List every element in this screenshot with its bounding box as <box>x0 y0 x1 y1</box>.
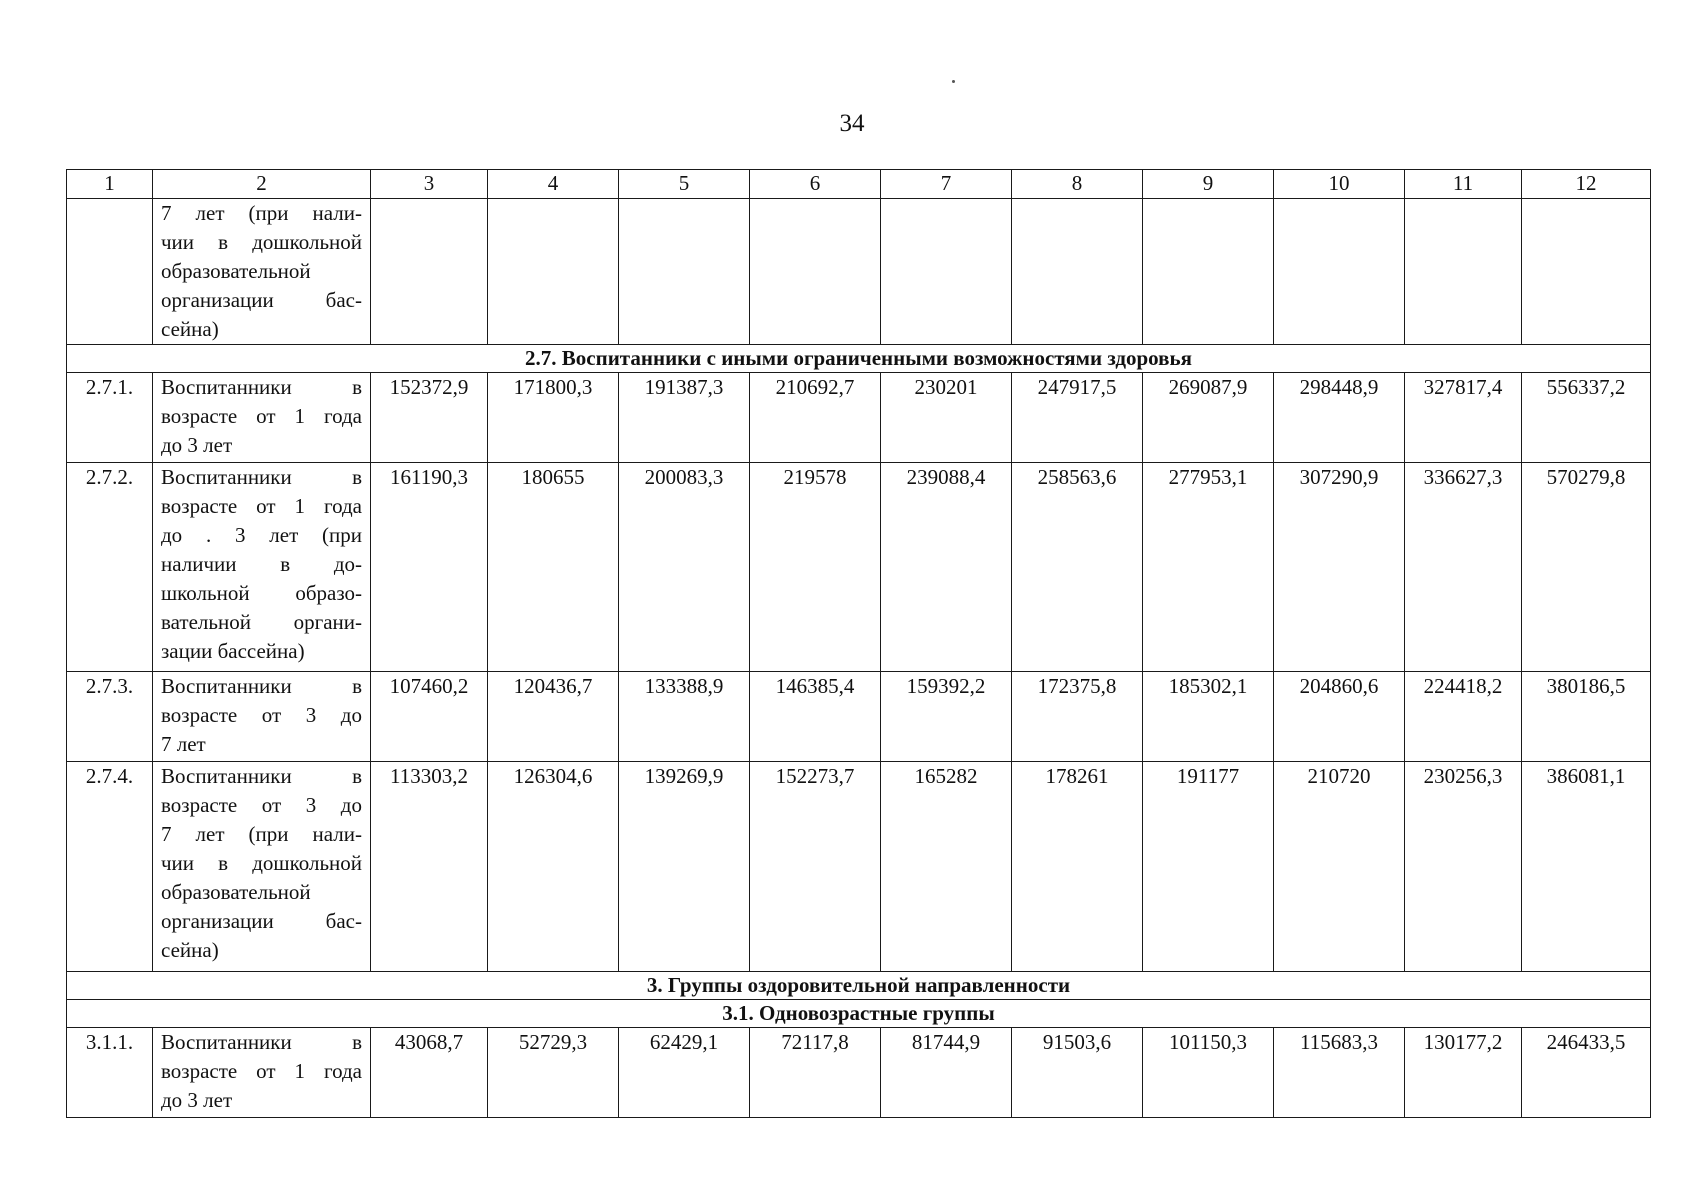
section-3-1-heading <box>67 1000 1651 1028</box>
value-cell-col-10: 307290,9 <box>1274 463 1405 672</box>
table-row <box>67 463 1651 672</box>
description-line: Воспитанники в <box>161 375 362 399</box>
value-cell-col-8: 178261 <box>1012 762 1143 972</box>
row-description <box>153 463 371 672</box>
description-line: Воспитанники в <box>161 465 362 489</box>
header-cell: 8 <box>1012 170 1143 199</box>
description-line: Воспитанники в <box>161 764 362 788</box>
value-cell-col-3 <box>371 199 488 345</box>
value-cell-col-6: 146385,4 <box>750 672 881 762</box>
value-cell-col-3: 113303,2 <box>371 762 488 972</box>
value-cell-col-4: 180655 <box>488 463 619 672</box>
section-2-7-heading-title: 2.7. Воспитанники с иными ограниченными возможностями здоровья <box>67 345 1651 373</box>
section-3-heading-title: 3. Группы оздоровительной направленности <box>67 972 1651 1000</box>
value-cell-col-11: 130177,2 <box>1405 1028 1522 1118</box>
description-line: образовательной <box>161 880 311 904</box>
value-cell-col-8 <box>1012 199 1143 345</box>
page-number: 34 <box>839 110 865 137</box>
row-code: 2.7.3. <box>67 672 153 762</box>
description-line: 7 лет (при нали- <box>161 822 362 846</box>
row-description <box>153 762 371 972</box>
description-line: зации бассейна) <box>161 639 305 663</box>
row-description <box>153 199 371 345</box>
section-3-1-heading-title: 3.1. Одновозрастные группы <box>67 1000 1651 1028</box>
value-cell-col-4: 171800,3 <box>488 373 619 463</box>
description-line: до 3 лет <box>161 1088 233 1112</box>
row-description <box>153 1028 371 1118</box>
value-cell-col-5: 200083,3 <box>619 463 750 672</box>
value-cell-col-4: 52729,3 <box>488 1028 619 1118</box>
section-2-7-heading <box>67 345 1651 373</box>
description-line: чии в дошкольной <box>161 230 362 254</box>
value-cell-col-5: 62429,1 <box>619 1028 750 1118</box>
tariff-table <box>66 169 1651 1118</box>
value-cell-col-9: 269087,9 <box>1143 373 1274 463</box>
row-code: 2.7.1. <box>67 373 153 463</box>
header-cell: 5 <box>619 170 750 199</box>
value-cell-col-6: 219578 <box>750 463 881 672</box>
table-row <box>67 199 1651 345</box>
header-cell: 4 <box>488 170 619 199</box>
value-cell-col-9: 185302,1 <box>1143 672 1274 762</box>
header-cell: 10 <box>1274 170 1405 199</box>
value-cell-col-6: 210692,7 <box>750 373 881 463</box>
value-cell-col-7 <box>881 199 1012 345</box>
value-cell-col-6: 152273,7 <box>750 762 881 972</box>
header-cell: 1 <box>67 170 153 199</box>
value-cell-col-4: 126304,6 <box>488 762 619 972</box>
row-code: 2.7.4. <box>67 762 153 972</box>
value-cell-col-5: 133388,9 <box>619 672 750 762</box>
description-line: Воспитанники в <box>161 674 362 698</box>
value-cell-col-3: 43068,7 <box>371 1028 488 1118</box>
value-cell-col-7: 159392,2 <box>881 672 1012 762</box>
description-line: сейна) <box>161 938 219 962</box>
description-line: возрасте от 1 года <box>161 1059 362 1083</box>
value-cell-col-7: 81744,9 <box>881 1028 1012 1118</box>
value-cell-col-10: 204860,6 <box>1274 672 1405 762</box>
value-cell-col-7: 165282 <box>881 762 1012 972</box>
value-cell-col-12: 380186,5 <box>1522 672 1651 762</box>
description-line: организации бас- <box>161 909 362 933</box>
header-cell: 11 <box>1405 170 1522 199</box>
description-line: возрасте от 1 года <box>161 494 362 518</box>
row-code: 2.7.2. <box>67 463 153 672</box>
value-cell-col-11: 327817,4 <box>1405 373 1522 463</box>
value-cell-col-6 <box>750 199 881 345</box>
header-cell: 12 <box>1522 170 1651 199</box>
table-row <box>67 1028 1651 1118</box>
table-row <box>67 762 1651 972</box>
value-cell-col-10: 298448,9 <box>1274 373 1405 463</box>
row-code <box>67 199 153 345</box>
description-line: до . 3 лет (при <box>161 523 362 547</box>
value-cell-col-12: 570279,8 <box>1522 463 1651 672</box>
description-line: чии в дошкольной <box>161 851 362 875</box>
value-cell-col-4: 120436,7 <box>488 672 619 762</box>
description-line: до 3 лет <box>161 433 233 457</box>
header-cell: 3 <box>371 170 488 199</box>
value-cell-col-10 <box>1274 199 1405 345</box>
value-cell-col-9: 277953,1 <box>1143 463 1274 672</box>
value-cell-col-8: 247917,5 <box>1012 373 1143 463</box>
value-cell-col-8: 91503,6 <box>1012 1028 1143 1118</box>
value-cell-col-12 <box>1522 199 1651 345</box>
value-cell-col-11: 230256,3 <box>1405 762 1522 972</box>
value-cell-col-7: 230201 <box>881 373 1012 463</box>
description-line: 7 лет <box>161 732 206 756</box>
header-cell: 6 <box>750 170 881 199</box>
row-description <box>153 373 371 463</box>
value-cell-col-12: 386081,1 <box>1522 762 1651 972</box>
value-cell-col-5: 191387,3 <box>619 373 750 463</box>
table-row <box>67 672 1651 762</box>
row-code: 3.1.1. <box>67 1028 153 1118</box>
value-cell-col-4 <box>488 199 619 345</box>
description-line: 7 лет (при нали- <box>161 201 362 225</box>
value-cell-col-8: 172375,8 <box>1012 672 1143 762</box>
description-line: наличии в до- <box>161 552 362 576</box>
value-cell-col-9: 101150,3 <box>1143 1028 1274 1118</box>
description-line: возрасте от 3 до <box>161 703 362 727</box>
row-description <box>153 672 371 762</box>
table-row <box>67 373 1651 463</box>
value-cell-col-9: 191177 <box>1143 762 1274 972</box>
header-cell: 7 <box>881 170 1012 199</box>
value-cell-col-12: 246433,5 <box>1522 1028 1651 1118</box>
value-cell-col-5: 139269,9 <box>619 762 750 972</box>
value-cell-col-3: 152372,9 <box>371 373 488 463</box>
description-line: организации бас- <box>161 288 362 312</box>
header-cell: 2 <box>153 170 371 199</box>
scan-artifact <box>952 80 955 83</box>
header-row <box>67 170 1651 199</box>
description-line: Воспитанники в <box>161 1030 362 1054</box>
value-cell-col-9 <box>1143 199 1274 345</box>
value-cell-col-11 <box>1405 199 1522 345</box>
description-line: вательной органи- <box>161 610 362 634</box>
value-cell-col-8: 258563,6 <box>1012 463 1143 672</box>
value-cell-col-11: 336627,3 <box>1405 463 1522 672</box>
value-cell-col-6: 72117,8 <box>750 1028 881 1118</box>
value-cell-col-3: 107460,2 <box>371 672 488 762</box>
description-line: возрасте от 3 до <box>161 793 362 817</box>
value-cell-col-10: 115683,3 <box>1274 1028 1405 1118</box>
value-cell-col-3: 161190,3 <box>371 463 488 672</box>
value-cell-col-7: 239088,4 <box>881 463 1012 672</box>
description-line: сейна) <box>161 317 219 341</box>
value-cell-col-5 <box>619 199 750 345</box>
description-line: образовательной <box>161 259 311 283</box>
description-line: школьной образо- <box>161 581 362 605</box>
header-cell: 9 <box>1143 170 1274 199</box>
value-cell-col-11: 224418,2 <box>1405 672 1522 762</box>
description-line: возрасте от 1 года <box>161 404 362 428</box>
value-cell-col-10: 210720 <box>1274 762 1405 972</box>
table-body <box>67 170 1651 1118</box>
section-3-heading <box>67 972 1651 1000</box>
value-cell-col-12: 556337,2 <box>1522 373 1651 463</box>
